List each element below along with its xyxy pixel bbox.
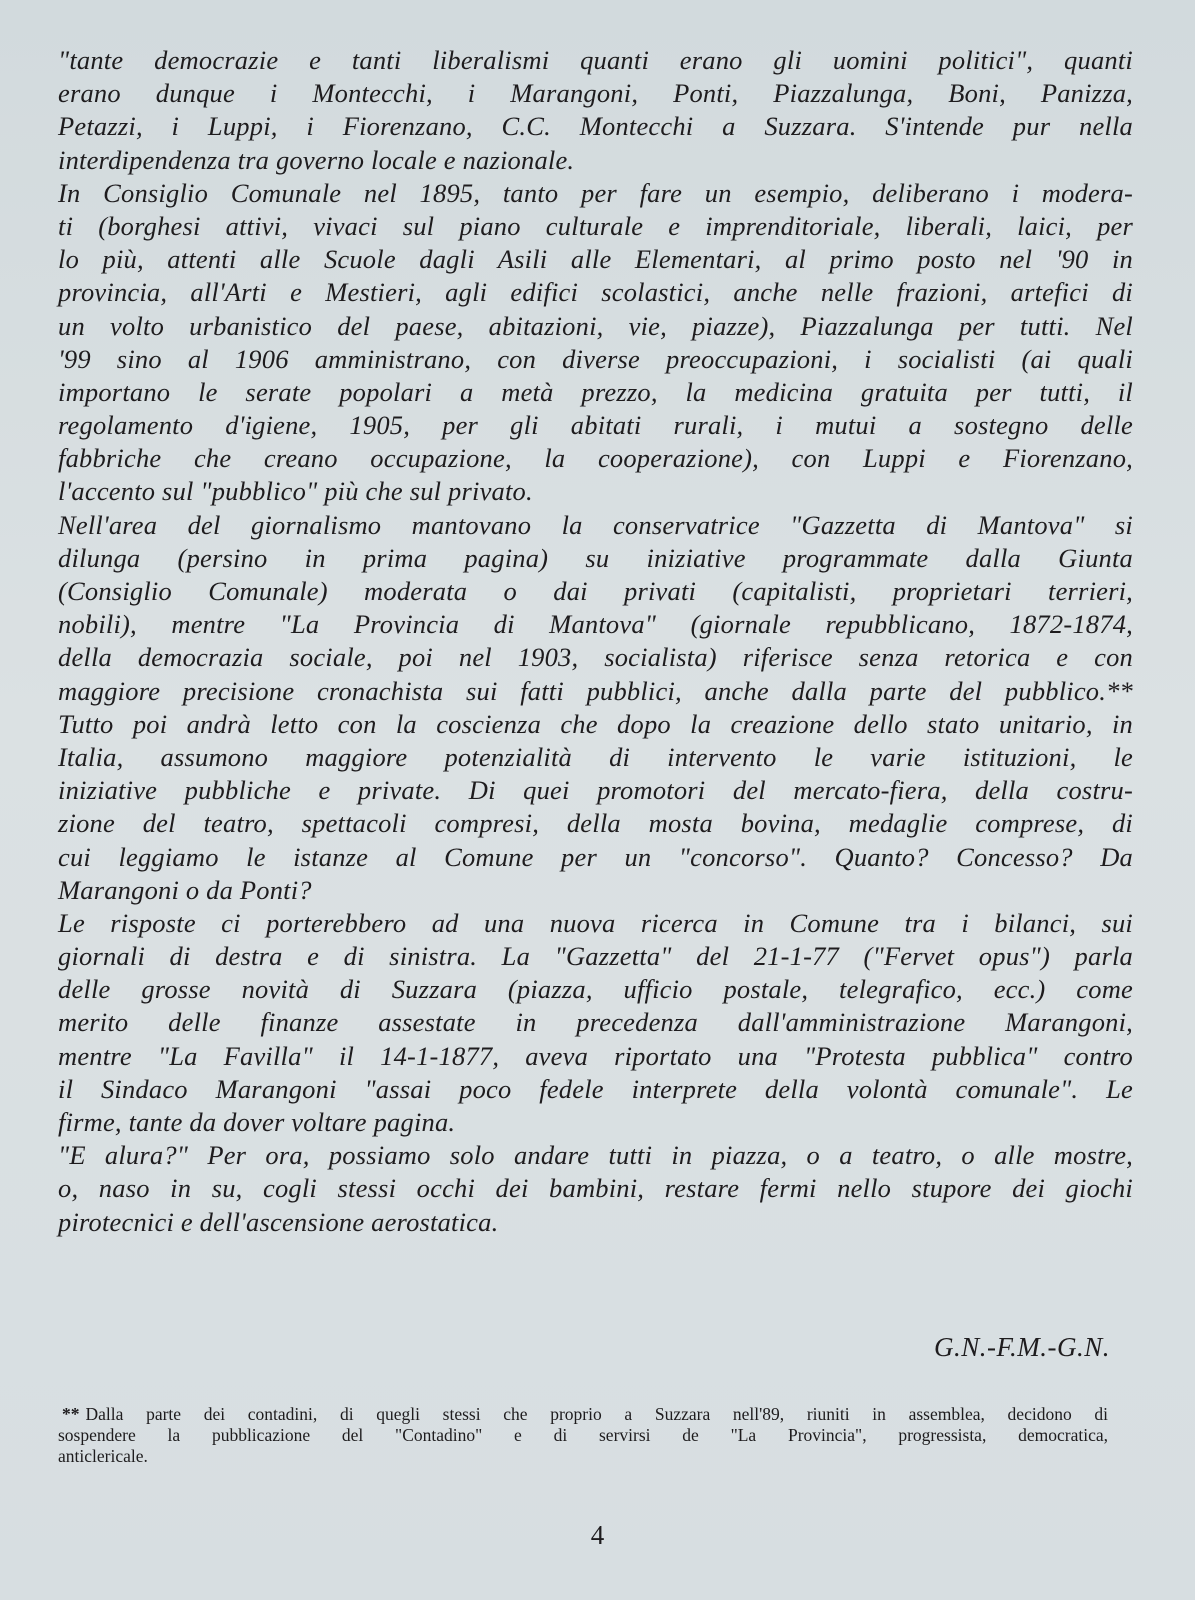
footnote xyxy=(58,1404,1108,1467)
text-line: "tante democrazie e tanti liberalismi quanti erano gli uomini politici", quanti xyxy=(58,45,1133,75)
text-line: merito delle finanze assestate in precedenza dall'amministrazione Marangoni, xyxy=(58,1007,1133,1038)
footnote-line xyxy=(58,1404,1108,1425)
text-line: il Sindaco Marangoni "assai poco fedele interprete della volontà comunale". Le xyxy=(58,1073,1133,1104)
text-line: Marangoni o da Ponti? xyxy=(58,874,312,905)
text-line: delle grosse novità di Suzzara (piazza, ufficio postale, telegrafico, ecc.) come xyxy=(58,974,1133,1005)
text-line: un volto urbanistico del paese, abitazioni, vie, piazze), Piazzalunga per tutti. Nel xyxy=(58,310,1133,341)
text-line: cui leggiamo le istanze al Comune per un "concorso". Quanto? Concesso? Da xyxy=(58,841,1133,872)
text-line: regolamento d'igiene, 1905, per gli abitati rurali, i mutui a sostegno delle xyxy=(58,410,1133,441)
text-line: '99 sino al 1906 amministrano, con diverse preoccupazioni, i socialisti (ai quali xyxy=(58,343,1133,374)
text-line: Tutto poi andrà letto con la coscienza che dopo la creazione dello stato unitario, in xyxy=(58,708,1133,739)
text-line: Petazzi, i Luppi, i Fiorenzano, C.C. Montecchi a Suzzara. S'intende pur nella xyxy=(58,111,1133,142)
footnote-line: anticlericale. xyxy=(58,1446,148,1466)
text-line: fabbriche che creano occupazione, la cooperazione), con Luppi e Fiorenzano, xyxy=(58,443,1133,474)
text-line: zione del teatro, spettacoli compresi, della mosta bovina, medaglie comprese, di xyxy=(58,808,1133,839)
text-line: mentre "La Favilla" il 14-1-1877, aveva riportato una "Protesta pubblica" contro xyxy=(58,1040,1133,1071)
text-line: (Consiglio Comunale) moderata o dai privati (capitalisti, proprietari terrieri, xyxy=(58,576,1133,606)
text-line: interdipendenza tra governo locale e nazionale. xyxy=(58,144,575,175)
page-number: 4 xyxy=(590,1520,605,1550)
text-line: firme, tante da dover voltare pagina. xyxy=(58,1107,456,1137)
text-line: "E alura?" Per ora, possiamo solo andare tutti in piazza, o a teatro, o alle mostre, xyxy=(58,1140,1133,1171)
text-line: l'accento sul "pubblico" più che sul privato. xyxy=(58,476,533,507)
text-line: importano le serate popolari a metà prezzo, la medicina gratuita per tutti, il xyxy=(58,376,1133,407)
text-line: maggiore precisione cronachista sui fatti pubblici, anche dalla parte del pubblico.** xyxy=(58,675,1133,706)
footnote-text: Dalla parte dei contadini, di quegli stessi che proprio a Suzzara nell'89, riuniti in assemblea, decidono di xyxy=(85,1404,1108,1424)
text-line: dilunga (persino in prima pagina) su iniziative programmate dalla Giunta xyxy=(58,542,1133,573)
text-line: giornali di destra e di sinistra. La "Gazzetta" del 21-1-77 ("Fervet opus") parla xyxy=(58,941,1133,972)
text-line: Nell'area del giornalismo mantovano la conservatrice "Gazzetta di Mantova" si xyxy=(58,509,1133,540)
text-line: Le risposte ci porterebbero ad una nuova ricerca in Comune tra i bilanci, sui xyxy=(58,907,1133,938)
footnote-line: sospendere la pubblicazione del "Contadino" e di servirsi de "La Provincia", progressista, democratica, xyxy=(58,1425,1108,1445)
text-line: erano dunque i Montecchi, i Marangoni, Ponti, Piazzalunga, Boni, Panizza, xyxy=(58,78,1133,109)
text-line: ti (borghesi attivi, vivaci sul piano culturale e imprenditoriale, liberali, laici, per xyxy=(58,210,1133,241)
text-line: Italia, assumono maggiore potenzialità di intervento le varie istituzioni, le xyxy=(58,741,1133,772)
text-line: o, naso in su, cogli stessi occhi dei bambini, restare fermi nello stupore dei giochi xyxy=(58,1173,1133,1204)
text-line: della democrazia sociale, poi nel 1903, socialista) riferisce senza retorica e con xyxy=(58,642,1133,673)
body-text xyxy=(58,44,1133,1239)
text-line: pirotecnici e dell'ascensione aerostatica. xyxy=(58,1206,499,1237)
text-line: lo più, attenti alle Scuole dagli Asili alle Elementari, al primo posto nel '90 in xyxy=(58,244,1133,275)
author-signature: G.N.-F.M.-G.N. xyxy=(933,1332,1110,1362)
text-line: iniziative pubbliche e private. Di quei promotori del mercato-fiera, della costru- xyxy=(58,775,1133,806)
text-line: In Consiglio Comunale nel 1895, tanto per fare un esempio, deliberano i modera- xyxy=(58,177,1133,208)
text-line: provincia, all'Arti e Mestieri, agli edifici scolastici, anche nelle frazioni, artefici di xyxy=(58,277,1133,308)
text-line: nobili), mentre "La Provincia di Mantova" (giornale repubblicano, 1872-1874, xyxy=(58,609,1133,640)
footnote-marker: ** xyxy=(62,1404,80,1424)
